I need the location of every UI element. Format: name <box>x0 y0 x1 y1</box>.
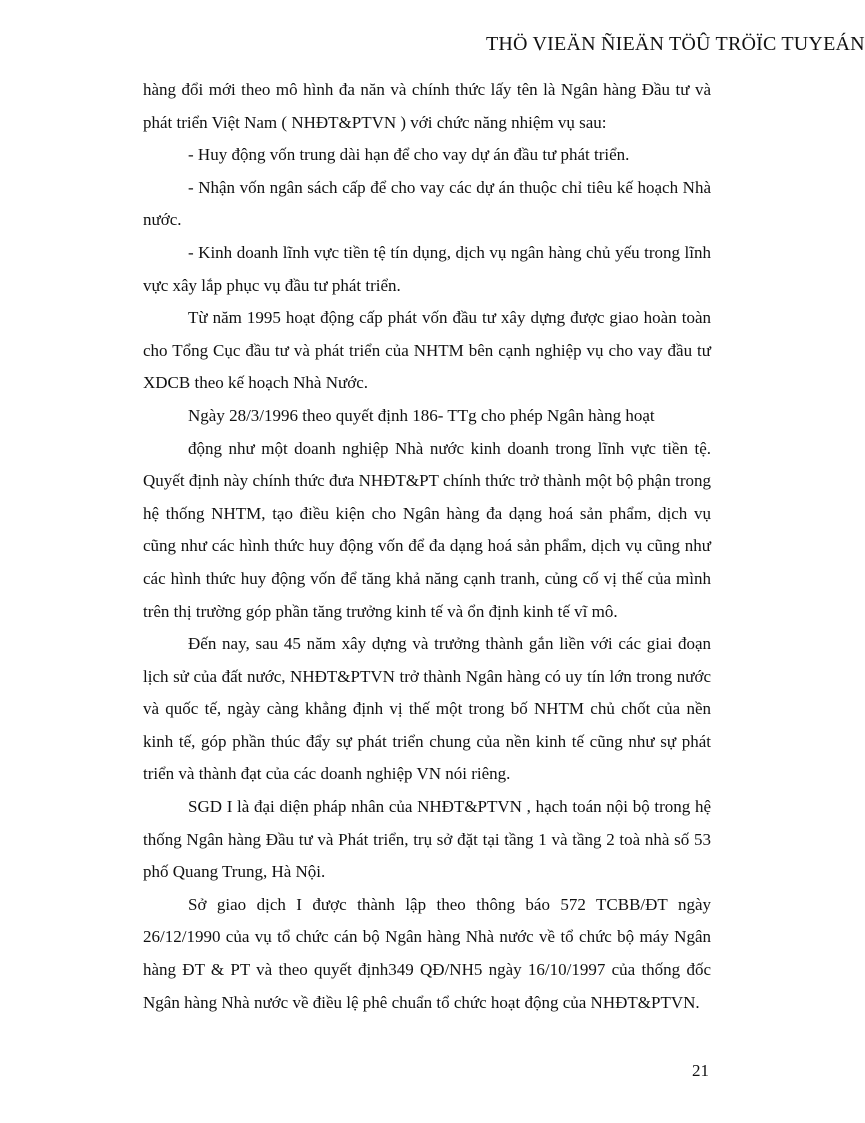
page-number: 21 <box>692 1061 709 1080</box>
paragraph: Từ năm 1995 hoạt động cấp phát vốn đầu tư xây dựng được giao hoàn toàn cho Tổng Cục đầu tư và phát triển của NHTM bên cạnh nghiệp vụ cho vay đầu tư XDCB theo kế hoạch Nhà Nước. <box>143 308 711 393</box>
bullet-item: - Kinh doanh lĩnh vực tiền tệ tín dụng, dịch vụ ngân hàng chủ yếu trong lĩnh vực xây lắp phục vụ đầu tư phát triển. <box>143 242 711 295</box>
paragraph: SGD I là đại diện pháp nhân của NHĐT&PTVN , hạch toán nội bộ trong hệ thống Ngân hàng Đầu tư và Phát triển, trụ sở đặt tại tầng 1 và tầng 2 toà nhà số 53 phố Quang Trung, Hà Nội. <box>143 797 711 882</box>
bullet-item: - Huy động vốn trung dài hạn để cho vay dự án đầu tư phát triển. <box>188 145 630 165</box>
paragraph: hàng đổi mới theo mô hình đa năn và chính thức lấy tên là Ngân hàng Đầu tư và phát triển Việt Nam ( NHĐT&PTVN ) với chức năng nhiệm vụ sau: <box>143 80 711 132</box>
running-header: THÖ VIEÄN ÑIEÄN TÖÛ TRÖÏC TUYEÁN <box>486 33 865 55</box>
bullet-item: - Nhận vốn ngân sách cấp để cho vay các dự án thuộc chỉ tiêu kế hoạch Nhà nước. <box>143 177 711 230</box>
paragraph: Đến nay, sau 45 năm xây dựng và trưởng thành gắn liền với các giai đoạn lịch sử của đất nước, NHĐT&PTVN trở thành Ngân hàng có uy tín lớn trong nước và quốc tế, ngày càng khẳng định vị thế một trong bố NHTM chủ chốt của nền kinh tế, góp phần thúc đẩy sự phát triển chung của nền kinh tế cũng như sự phát triển và thành đạt của các doanh nghiệp VN nói riêng. <box>143 634 711 784</box>
paragraph: Sở giao dịch I được thành lập theo thông báo 572 TCBB/ĐT ngày 26/12/1990 của vụ tổ chức cán bộ Ngân hàng Nhà nước về tổ chức bộ máy Ngân hàng ĐT & PT và theo quyết định349 QĐ/NH5 ngày 16/10/1997 của thống đốc Ngân hàng Nhà nước về điều lệ phê chuẩn tổ chức hoạt động của NHĐT&PTVN. <box>143 894 711 1012</box>
paragraph: Ngày 28/3/1996 theo quyết định 186- TTg cho phép Ngân hàng hoạt <box>188 405 655 425</box>
page-body <box>143 74 711 1019</box>
paragraph: động như một doanh nghiệp Nhà nước kinh doanh trong lĩnh vực tiền tệ. Quyết định này chính thức đưa NHĐT&PT chính thức trở thành một bộ phận trong hệ thống NHTM, tạo điều kiện cho Ngân hàng đa dạng hoá sản phẩm, dịch vụ cũng như các hình thức huy động vốn để đa dạng hoá sản phẩm, dịch vụ cũng như các hình thức huy động vốn để tăng khả năng cạnh tranh, củng cố vị thế của mình trên thị trường góp phần tăng trưởng kinh tế và ổn định kinh tế vĩ mô. <box>143 438 711 621</box>
